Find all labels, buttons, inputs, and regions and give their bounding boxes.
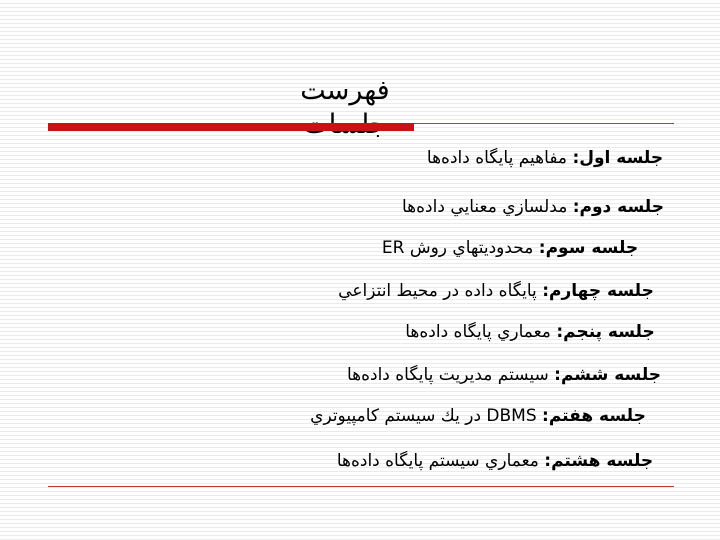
session-label: جلسه اول: [572, 148, 664, 168]
session-label: جلسه ششم: [554, 365, 662, 385]
session-text: معماري پايگاه داده‌ها [405, 322, 551, 342]
session-text: DBMS در يك سيستم كامپيوتري [310, 406, 537, 426]
session-item-6 [320, 364, 688, 386]
session-item-7 [290, 405, 666, 427]
session-label: جلسه هفتم: [542, 406, 646, 426]
session-item-4 [310, 280, 682, 302]
session-text: مدلسازي معنايي داده‌ها [402, 197, 568, 217]
session-item-3 [330, 237, 690, 259]
session-text: سيستم مديريت پايگاه داده‌ها [346, 365, 549, 385]
session-item-2 [372, 196, 694, 218]
session-item-8 [330, 450, 660, 472]
bottom-divider-line [48, 486, 674, 487]
session-label: جلسه چهارم: [542, 281, 654, 301]
session-label: جلسه سوم: [538, 238, 639, 258]
session-item-1 [405, 147, 685, 169]
session-label: جلسه دوم: [572, 197, 664, 217]
session-text: معماري سيستم پايگاه داده‌ها [336, 451, 539, 471]
session-label: جلسه هشتم: [544, 451, 654, 471]
slide-title: فهرست [300, 75, 390, 106]
title-accent-bar [48, 123, 414, 131]
session-item-5 [382, 321, 678, 343]
session-text: محدوديتهاي روش ER [381, 238, 534, 258]
session-label: جلسه پنجم: [556, 322, 655, 342]
session-text: مفاهيم پايگاه داده‌ها [426, 148, 568, 168]
session-text: پايگاه داده در محيط انتزاعي [338, 281, 537, 301]
